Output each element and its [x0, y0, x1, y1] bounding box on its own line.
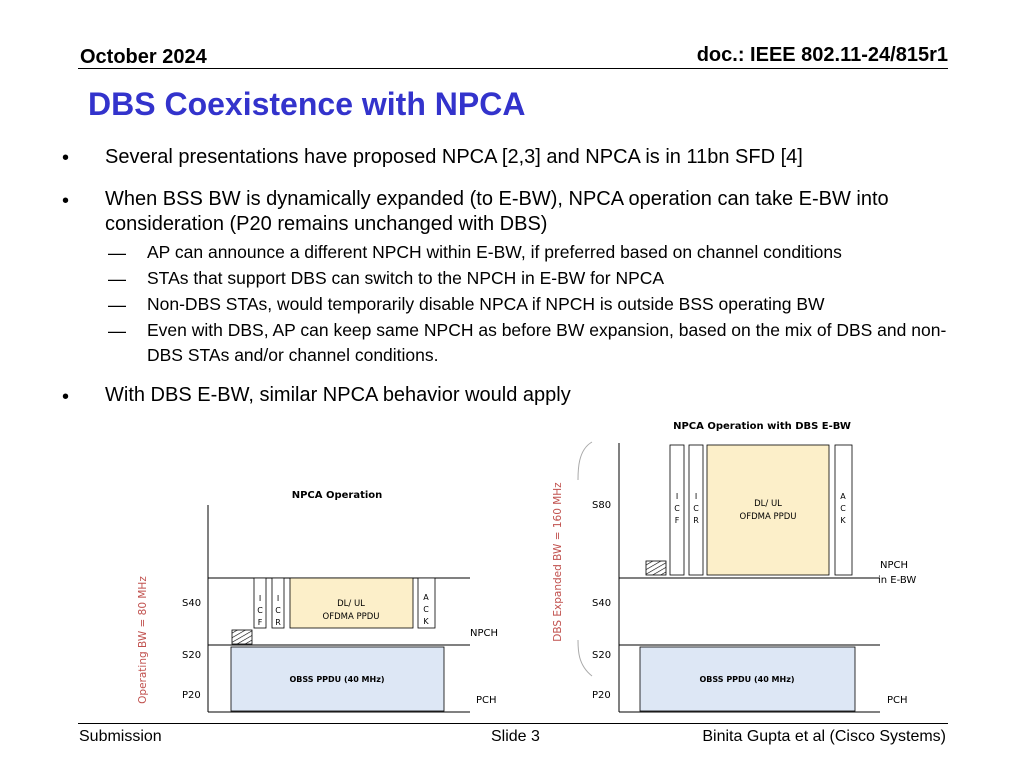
right-ack-letter: A [840, 492, 846, 501]
left-hatched-backoff [232, 630, 252, 644]
slide-title: DBS Coexistence with NPCA [88, 86, 526, 122]
sub-bullet-text: AP can announce a different NPCH within E-BW, if preferred based on channel conditions [147, 242, 842, 262]
left-pch-label: PCH [476, 695, 497, 706]
right-icr-letter: C [693, 504, 699, 513]
left-ack-letter: C [423, 605, 429, 614]
sub-bullet-text: Non-DBS STAs, would temporarily disable NPCA if NPCH is outside BSS operating BW [147, 294, 825, 314]
header-date: October 2024 [80, 46, 207, 68]
right-label-s80: S80 [592, 500, 612, 511]
left-icf-letter: F [257, 618, 263, 627]
right-icr-letter: R [693, 516, 699, 525]
bullet-text: Several presentations have proposed NPCA [2,3] and NPCA is in 11bn SFD [4] [105, 146, 803, 168]
left-ppdu-label: DL/ UL [337, 599, 365, 609]
right-diagram-title: NPCA Operation with DBS E-BW [673, 421, 851, 432]
dash-glyph: — [108, 321, 126, 341]
right-hatched-backoff [646, 561, 666, 575]
right-icf-letter: F [674, 516, 680, 525]
right-icf-letter: I [675, 492, 679, 501]
right-npch-label: in E-BW [878, 575, 917, 586]
footer-submission: Submission [79, 728, 162, 745]
right-ppdu-label: OFDMA PPDU [739, 512, 797, 522]
left-icr-letter: I [276, 594, 280, 603]
right-pch-label: PCH [887, 695, 908, 706]
left-icf-letter: I [258, 594, 262, 603]
footer-authors: Binita Gupta et al (Cisco Systems) [702, 728, 946, 745]
right-label-s40: S40 [592, 598, 612, 609]
left-ack-letter: A [423, 593, 429, 602]
left-axis-label: Operating BW = 80 MHz [137, 576, 149, 704]
left-ppdu-label: OFDMA PPDU [322, 612, 380, 622]
bullet-glyph: • [62, 147, 70, 169]
right-icr-letter: I [694, 492, 698, 501]
right-ppdu-block [707, 445, 829, 575]
left-label-s40: S40 [182, 598, 202, 609]
left-npch-label: NPCH [470, 628, 499, 639]
right-ack-letter: C [840, 504, 846, 513]
left-diagram [137, 490, 498, 712]
bullet-glyph: • [62, 386, 70, 408]
left-label-s20: S20 [182, 650, 202, 661]
bullet-glyph: • [62, 190, 70, 212]
dash-glyph: — [108, 295, 126, 315]
dash-glyph: — [108, 243, 126, 263]
left-ack-letter: K [423, 617, 429, 626]
left-icr-letter: R [275, 618, 281, 627]
footer-slide-number: Slide 3 [491, 728, 540, 745]
left-icr-letter: C [275, 606, 281, 615]
sub-bullet-text: Even with DBS, AP can keep same NPCH as before BW expansion, based on the mix of DBS and non-DBS STAs and/or channel conditions. [147, 320, 947, 365]
dash-glyph: — [108, 269, 126, 289]
right-bracket-bottom [578, 640, 592, 676]
right-axis-label: DBS Expanded BW = 160 MHz [552, 482, 564, 642]
right-icf-letter: C [674, 504, 680, 513]
right-obss-label: OBSS PPDU (40 MHz) [699, 675, 795, 684]
left-icf-letter: C [257, 606, 263, 615]
right-ppdu-label: DL/ UL [754, 499, 782, 509]
left-obss-label: OBSS PPDU (40 MHz) [289, 675, 385, 684]
right-npch-label: NPCH [880, 560, 909, 571]
right-bracket-top [578, 442, 592, 480]
bullet-text: When BSS BW is dynamically expanded (to E-BW), NPCA operation can take E-BW into consideration (P20 remains unchanged with DBS) [105, 188, 889, 235]
left-label-p20: P20 [182, 690, 201, 701]
right-ack-letter: K [840, 516, 846, 525]
footer-rule [78, 723, 948, 724]
sub-bullet-text: STAs that support DBS can switch to the NPCH in E-BW for NPCA [147, 268, 665, 288]
header-doc-id: doc.: IEEE 802.11-24/815r1 [696, 44, 948, 66]
bullet-text: With DBS E-BW, similar NPCA behavior would apply [105, 384, 571, 406]
left-diagram-title: NPCA Operation [291, 490, 383, 501]
right-diagram [552, 421, 916, 712]
right-label-s20: S20 [592, 650, 612, 661]
right-label-p20: P20 [592, 690, 611, 701]
